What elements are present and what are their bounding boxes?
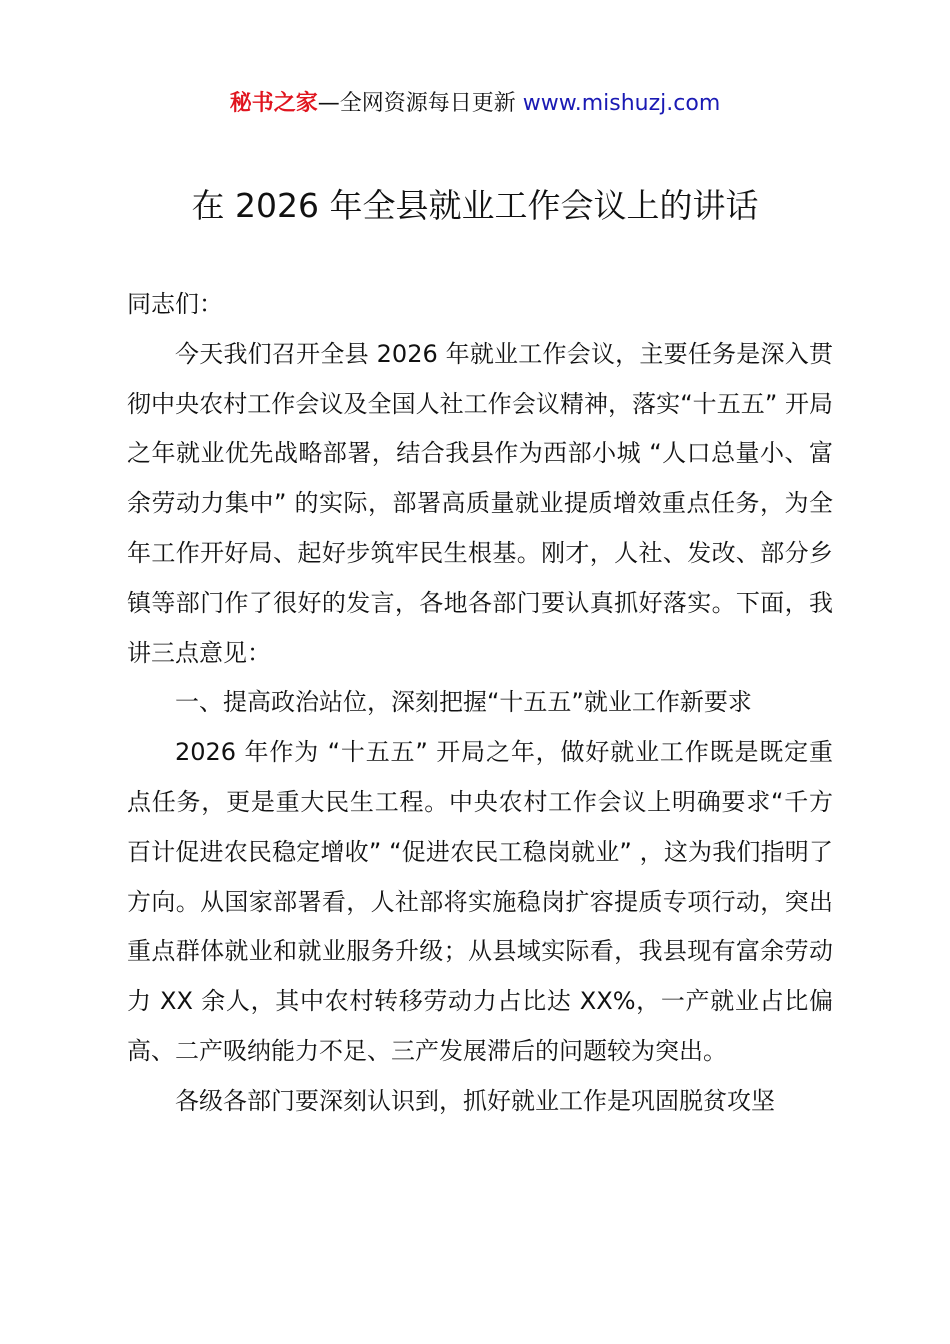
paragraph-section-1: 2026 年作为 “十五五” 开局之年，做好就业工作既是既定重点任务，更是重大民生工程。中央农村工作会议上明确要求“千方百计促进农民稳定增收” “促进农民工稳岗就业” ，这为我们指明了方向。从国家部署看，人社部将实施稳岗扩容提质专项行动，突出重点群体就业和就业服务升级；从县域实际看，我县现有富余劳动力 XX 余人，其中农村转移劳动力占比达 XX%，一产就业占比偏高、二产吸纳能力不足、三产发展滞后的问题较为突出。 [127,738,833,1065]
paragraph-intro: 今天我们召开全县 2026 年就业工作会议，主要任务是深入贯彻中央农村工作会议及全国人社工作会议精神，落实“十五五” 开局之年就业优先战略部署，结合我县作为西部小城 “人口总量小、富余劳动力集中” 的实际，部署高质量就业提质增效重点任务，为全年工作开好局、起好步筑牢民生根基。刚才，人社、发改、部分乡镇等部门作了很好的发言，各地各部门要认真抓好落实。下面，我讲三点意见： [127,339,833,667]
site-url-link[interactable]: www.mishuzj.com [522,91,721,116]
greeting: 同志们： [127,290,223,318]
paragraph-continuation: 各级各部门要深刻认识到，抓好就业工作是巩固脱贫攻坚 [175,1086,775,1115]
brand-name: 秘书之家 [229,91,318,116]
header-slogan: —全网资源每日更新 [317,91,523,116]
document-body [127,280,833,1127]
site-header [0,88,950,120]
document-title: 在 2026 年全县就业工作会议上的讲话 [191,186,759,225]
section-heading-1: 一、提高政治站位，深刻把握“十五五”就业工作新要求 [175,688,752,717]
